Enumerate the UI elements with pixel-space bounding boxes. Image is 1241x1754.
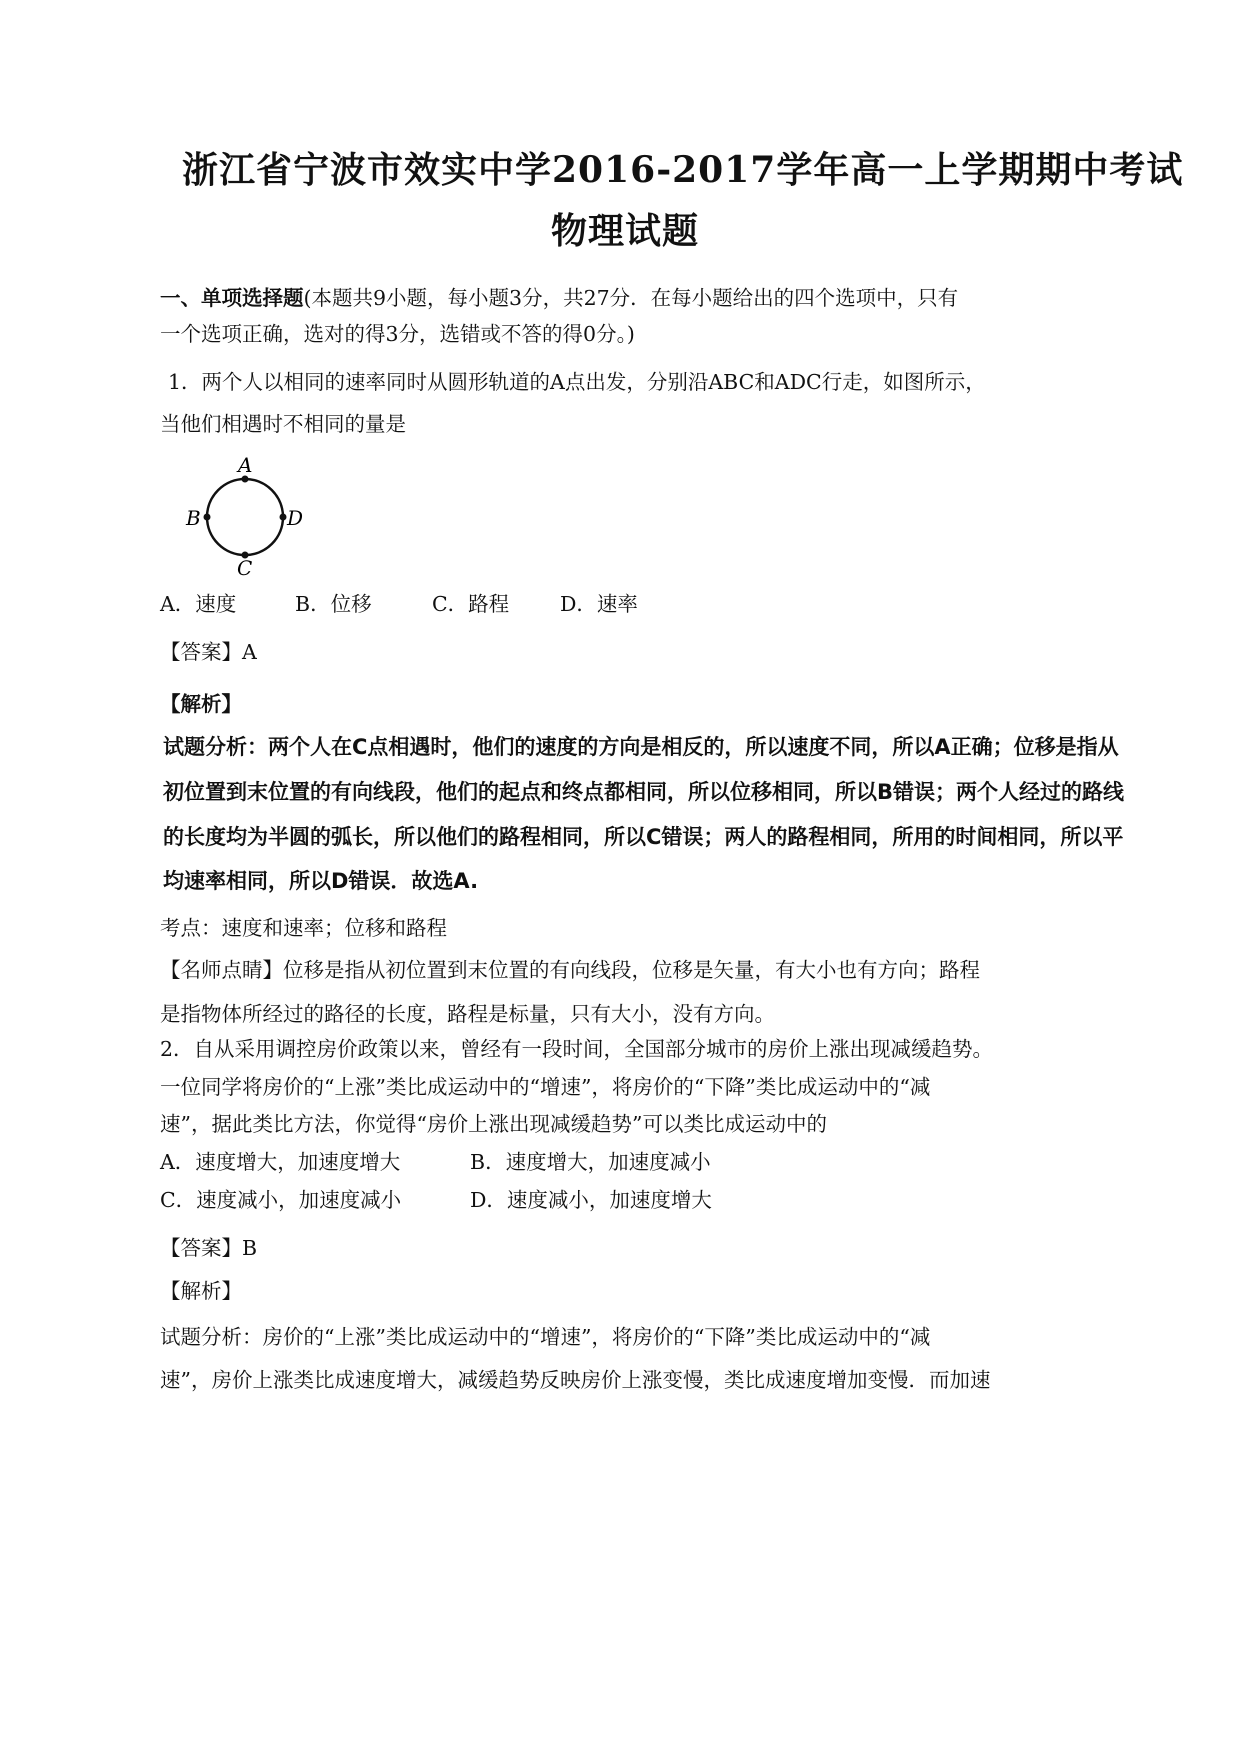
q1-tip-line1: 【名师点睛】位移是指从初位置到末位置的有向线段，位移是矢量，有大小也有方向；路程 [160,958,980,982]
label-b: B [186,506,201,530]
q1-analysis-line4: 均速率相同，所以D错误．故选A. [163,869,479,893]
label-d: D [287,506,304,530]
section-intro-line2: 一个选项正确，选对的得3分，选错或不答的得0分。) [160,322,635,346]
section-description: (本题共9小题，每小题3分，共27分．在每小题给出的四个选项中，只有 [303,286,959,310]
q2-answer: 【答案】B [160,1236,258,1260]
q1-circle-figure [180,448,320,578]
q2-stem-line1: 2．自从采用调控房价政策以来，曾经有一段时间，全国部分城市的房价上涨出现减缓趋势。 [160,1037,994,1061]
q1-tip-line2: 是指物体所经过的路径的长度，路程是标量，只有大小，没有方向。 [160,1002,775,1026]
q1-analysis-heading: 【解析】 [160,692,242,716]
q2-option-d: D．速度减小，加速度增大 [470,1188,712,1212]
q1-analysis-line3: 的长度均为半圆的弧长，所以他们的路程相同，所以C错误；两人的路程相同，所用的时间相同，所以平 [163,825,1124,849]
point-d-dot [280,514,287,521]
q1-analysis-line1: 试题分析：两个人在C点相遇时，他们的速度的方向是相反的，所以速度不同，所以A正确；位移是指从 [163,735,1119,759]
section-intro-line1 [160,288,958,309]
q1-option-c: C．路程 [432,592,510,616]
q2-option-c: C．速度减小，加速度减小 [160,1188,402,1212]
label-c: C [237,556,253,578]
q1-stem-line1: 1．两个人以相同的速率同时从圆形轨道的A点出发，分别沿ABC和ADC行走，如图所示， [168,370,986,394]
q1-option-a: A．速度 [160,592,237,616]
q1-option-d: D．速率 [560,592,638,616]
q2-option-a: A．速度增大，加速度增大 [160,1150,401,1174]
circular-track [207,479,283,555]
q1-stem-line2: 当他们相遇时不相同的量是 [160,412,406,436]
q1-answer: 【答案】A [160,640,257,664]
q1-option-b: B．位移 [295,592,372,616]
q2-stem-line2: 一位同学将房价的“上涨”类比成运动中的“增速”，将房价的“下降”类比成运动中的“减 [160,1075,931,1099]
q2-analysis-line2: 速”，房价上涨类比成速度增大，减缓趋势反映房价上涨变慢，类比成速度增加变慢．而加速 [160,1368,991,1392]
section-heading: 一、单项选择题 [160,286,304,310]
point-b-dot [204,514,211,521]
q1-analysis-line2: 初位置到末位置的有向线段，他们的起点和终点都相同，所以位移相同，所以B错误；两个人经过的路线 [163,780,1125,804]
label-a: A [238,453,253,477]
q2-analysis-line1: 试题分析：房价的“上涨”类比成运动中的“增速”，将房价的“下降”类比成运动中的“减 [160,1325,931,1349]
document-title-line2: 物理试题 [551,210,700,252]
q2-stem-line3: 速”，据此类比方法，你觉得“房价上涨出现减缓趋势”可以类比成运动中的 [160,1112,827,1136]
q1-kaodian: 考点：速度和速率；位移和路程 [160,916,447,940]
q2-analysis-heading: 【解析】 [160,1279,242,1303]
q2-option-b: B．速度增大，加速度减小 [470,1150,711,1174]
document-title-line1: 浙江省宁波市效实中学2016-2017学年高一上学期期中考试 [182,149,1184,191]
